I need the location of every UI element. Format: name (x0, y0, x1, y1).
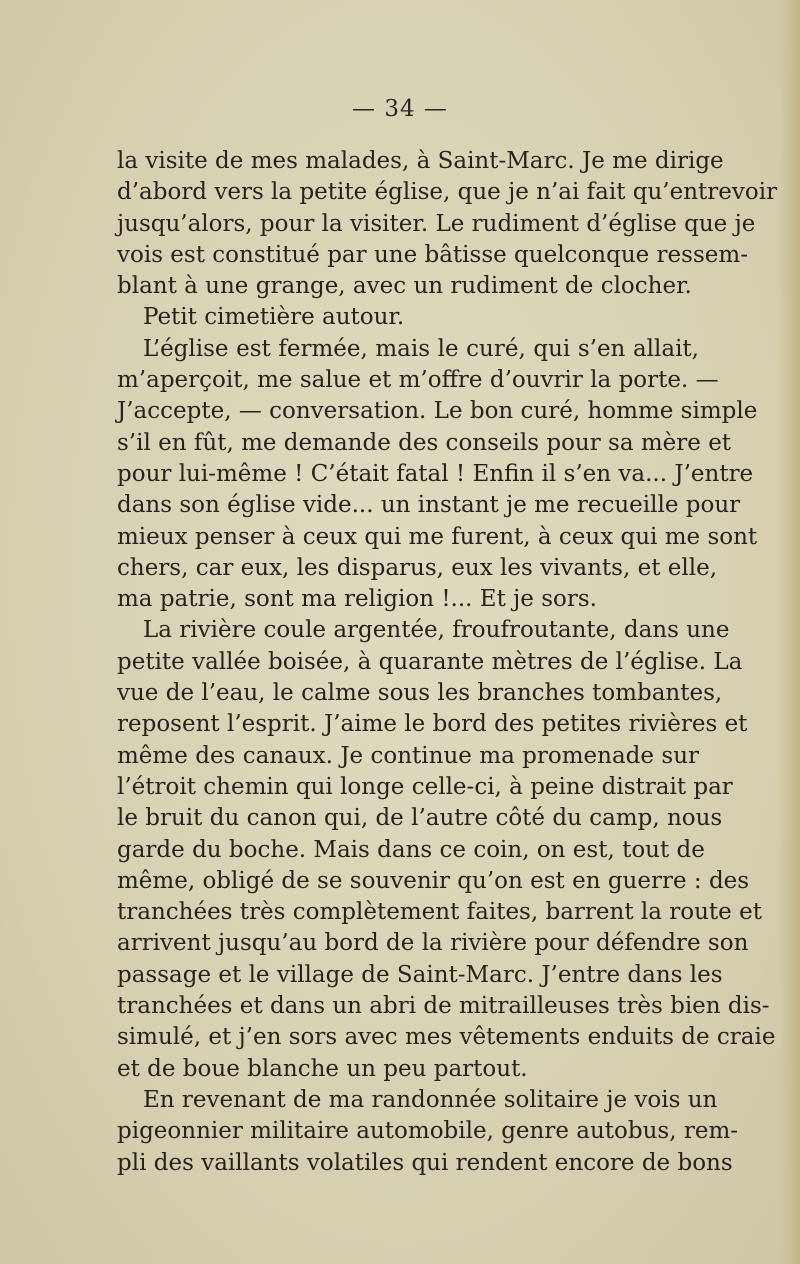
text-line: et de boue blanche un peu partout. (117, 1055, 528, 1082)
text-line: le bruit du canon qui, de l’autre côté du camp, nous (117, 805, 723, 832)
text-line: même des canaux. Je continue ma promenade sur (117, 742, 699, 769)
text-line: pigeonnier militaire automobile, genre autobus, rem- (117, 1118, 739, 1145)
text-line: pour lui-même ! C’était fatal ! Enfin il s’en va... J’entre (117, 460, 754, 487)
text-line: même, obligé de se souvenir qu’on est en guerre : des (117, 867, 750, 894)
body-text (117, 146, 778, 1179)
text-line: jusqu’alors, pour la visiter. Le rudiment d’église que je (117, 210, 756, 237)
page-number: — 34 — (352, 96, 448, 122)
text-line: simulé, et j’en sors avec mes vêtements enduits de craie (117, 1024, 776, 1051)
text-line: ma patrie, sont ma religion !... Et je sors. (117, 586, 597, 613)
text-line: la visite de mes malades, à Saint-Marc. Je me dirige (117, 148, 724, 174)
text-line: L’église est fermée, mais le curé, qui s’en allait, (143, 335, 699, 362)
text-line: En revenant de ma randonnée solitaire je vois un (143, 1086, 718, 1113)
text-line: J’accepte, — conversation. Le bon curé, homme simple (117, 398, 758, 425)
text-line: passage et le village de Saint-Marc. J’entre dans les (117, 961, 723, 988)
text-line: tranchées et dans un abri de mitrailleuses très bien dis- (117, 993, 770, 1020)
text-line: reposent l’esprit. J’aime le bord des petites rivières et (117, 711, 748, 738)
text-line: vue de l’eau, le calme sous les branches tombantes, (117, 680, 723, 707)
text-line: La rivière coule argentée, froufroutante, dans une (143, 617, 730, 644)
text-line: tranchées très complètement faites, barrent la route et (117, 899, 762, 926)
text-line: garde du boche. Mais dans ce coin, on est, tout de (117, 836, 705, 863)
text-line: vois est constitué par une bâtisse quelconque ressem- (117, 241, 748, 268)
text-line: l’étroit chemin qui longe celle-ci, à peine distrait par (117, 773, 733, 800)
text-line: arrivent jusqu’au bord de la rivière pour défendre son (117, 930, 749, 957)
text-line: blant à une grange, avec un rudiment de clocher. (117, 273, 692, 300)
text-line: mieux penser à ceux qui me furent, à ceux qui me sont (117, 523, 758, 550)
text-line: pli des vaillants volatiles qui rendent encore de bons (117, 1149, 733, 1176)
text-line: dans son église vide... un instant je me recueille pour (117, 492, 741, 519)
page-edge-shadow (778, 0, 800, 1264)
text-line: s’il en fût, me demande des conseils pour sa mère et (117, 429, 732, 456)
text-line: petite vallée boisée, à quarante mètres de l’église. La (117, 648, 743, 675)
text-line: Petit cimetière autour. (143, 304, 405, 331)
text-line: d’abord vers la petite église, que je n’ai fait qu’entrevoir (117, 179, 778, 206)
text-line: chers, car eux, les disparus, eux les vivants, et elle, (117, 554, 718, 581)
text-line: m’aperçoit, me salue et m’offre d’ouvrir la porte. — (117, 367, 719, 394)
